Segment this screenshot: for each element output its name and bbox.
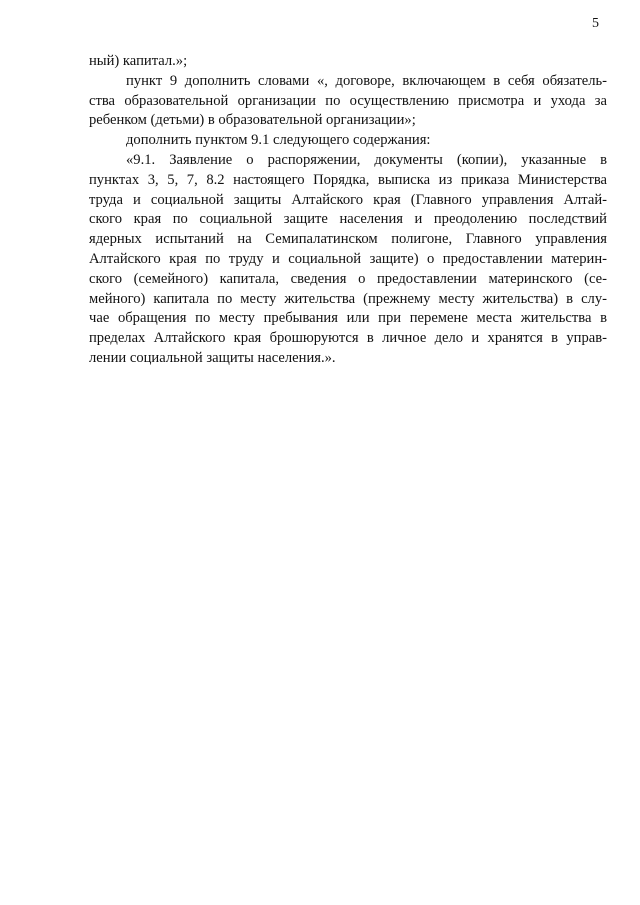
- text-line: дополнить пунктом 9.1 следующего содержания:: [126, 132, 431, 149]
- text-line: «9.1. Заявление о распоряжении, документы (копии), указанные в: [126, 151, 607, 168]
- text-line: ства образовательной организации по осуществлению присмотра и ухода за: [89, 92, 607, 109]
- text-line: ный) капитал.»;: [89, 53, 188, 69]
- text-line: чае обращения по месту пребывания или при перемене места жительства в: [89, 310, 607, 327]
- text-line: пункт 9 дополнить словами «, договоре, включающем в себя обязатель-: [126, 72, 607, 89]
- text-line: мейного) капитала по месту жительства (прежнему месту жительства) в слу-: [89, 290, 607, 307]
- text-line: ребенком (детьми) в образовательной организации»;: [89, 112, 416, 129]
- document-body: [89, 52, 607, 369]
- text-line: ского (семейного) капитала, сведения о предоставлении материнского (се-: [89, 270, 607, 287]
- text-line: лении социальной защиты населения.».: [89, 349, 336, 366]
- text-line: труда и социальной защиты Алтайского края (Главного управления Алтай-: [89, 191, 607, 208]
- text-line: Алтайского края по труду и социальной защите) о предоставлении материн-: [89, 250, 607, 267]
- text-line: ядерных испытаний на Семипалатинском полигоне, Главного управления: [89, 231, 607, 248]
- text-line: пунктах 3, 5, 7, 8.2 настоящего Порядка, выписка из приказа Министерства: [89, 171, 607, 188]
- text-line: ского края по социальной защите населения и преодолению последствий: [89, 211, 607, 228]
- page-number: 5: [592, 16, 599, 31]
- text-line: пределах Алтайского края брошюруются в личное дело и хранятся в управ-: [89, 330, 607, 347]
